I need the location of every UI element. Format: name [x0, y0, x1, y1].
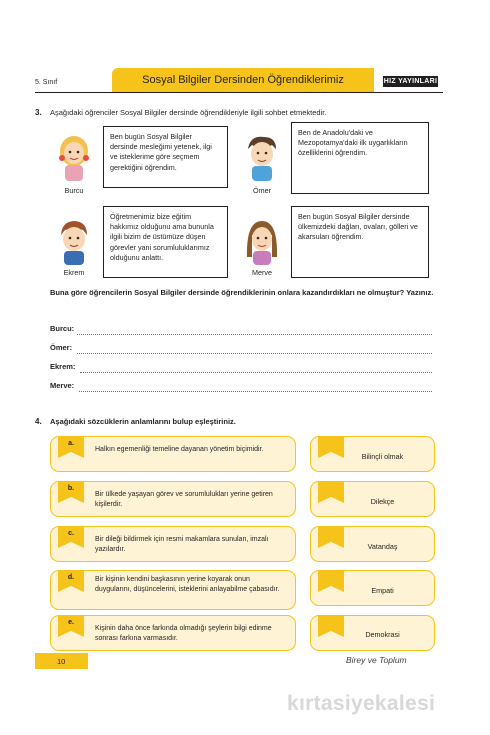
question-3-prompt: Buna göre öğrencilerin Sosyal Bilgiler dersinde öğrendiklerinin onlara kazandırdıkları ne olmuştur? Yazınız.	[50, 288, 434, 297]
answer-line-ekrem[interactable]	[80, 371, 432, 373]
speech-bubble-omer: Ben de Anadolu'daki ve Mezopotamya'daki ilk uygarlıkların özelliklerini öğrendim.	[291, 122, 429, 194]
student-name-burcu: Burcu	[64, 186, 84, 195]
match-item-text: Bir kişinin kendini başkasının yerine koyarak onun duygularını, düşüncelerini, isteklerini anlayabilme çabasıdır.	[95, 576, 280, 593]
match-item-text: Kişinin daha önce farkında olmadığı şeylerin bilgi edinme sonrası farkına varmasıdır.	[95, 625, 272, 642]
answer-line-merve[interactable]	[79, 390, 432, 392]
unit-title: Birey ve Toplum	[346, 655, 407, 665]
match-item-text: Halkın egemenliği temeline dayanan yönetim biçimidir.	[95, 446, 264, 453]
answer-label-merve: Merve:	[50, 381, 75, 390]
question-4-number: 4.	[35, 417, 42, 426]
match-item-letter: d.	[67, 574, 75, 581]
match-item-letter: a.	[68, 440, 74, 447]
merve-avatar-icon	[242, 217, 282, 267]
burcu-avatar-icon	[54, 133, 94, 183]
match-item-text: Bir dileği bildirmek için resmi makamlara sunulan, imzalı yazılardır.	[95, 536, 269, 553]
page-title: Sosyal Bilgiler Dersinden Öğrendiklerimiz	[142, 74, 344, 86]
match-item-letter: e.	[68, 619, 74, 626]
match-item-letter: c.	[68, 530, 74, 537]
header-divider	[35, 92, 443, 93]
grade-label: 5. Sınıf	[35, 79, 58, 86]
ekrem-avatar-icon	[54, 217, 94, 267]
match-term-text: Bilinçli olmak	[361, 452, 404, 461]
match-item-letter: b.	[67, 485, 75, 492]
question-3-number: 3.	[35, 108, 42, 117]
match-item-text: Bir ülkede yaşayan görev ve sorumlulukları yerine getiren kişilerdir.	[95, 491, 273, 508]
student-name-merve: Merve	[252, 268, 272, 277]
answer-line-burcu[interactable]	[77, 333, 432, 335]
match-term-text: Empati	[371, 586, 394, 595]
page-number: 10	[57, 657, 66, 666]
answer-line-omer[interactable]	[77, 352, 432, 354]
watermark: kırtasiyekalesi	[287, 692, 436, 715]
speech-bubble-burcu: Ben bugün Sosyal Bilgiler dersinde mesleğimi yetenek, ilgi ve isteklerime göre seçmem gerektiğini öğrendim.	[103, 126, 228, 188]
match-term-text: Vatandaş	[367, 542, 398, 551]
publisher-logo: HIZ YAYINLARI	[383, 78, 438, 85]
student-name-ekrem: Ekrem	[63, 268, 85, 277]
answer-label-ekrem: Ekrem:	[50, 362, 76, 371]
match-term-text: Demokrasi	[365, 630, 400, 639]
question-3-text: Aşağıdaki öğrenciler Sosyal Bilgiler dersinde öğrendikleriyle ilgili sohbet etmektedir.	[50, 108, 327, 117]
omer-avatar-icon	[242, 133, 282, 183]
answer-label-burcu: Burcu:	[50, 324, 75, 333]
student-name-omer: Ömer	[253, 186, 271, 195]
answer-label-omer: Ömer:	[50, 343, 73, 352]
match-term-text: Dilekçe	[370, 497, 395, 506]
question-4-text: Aşağıdaki sözcüklerin anlamlarını bulup eşleştiriniz.	[50, 417, 236, 426]
speech-bubble-ekrem: Öğretmenimiz bize eğitim hakkımız olduğunu ama bununla ilgili bizim de üstümüze düşen görevler yani sorumluluklarımız olduğunu anlattı.	[103, 206, 228, 278]
speech-bubble-merve: Ben bugün Sosyal Bilgiler dersinde ülkemizdeki dağları, ovaları, gölleri ve akarsuları öğrendim.	[291, 206, 429, 278]
